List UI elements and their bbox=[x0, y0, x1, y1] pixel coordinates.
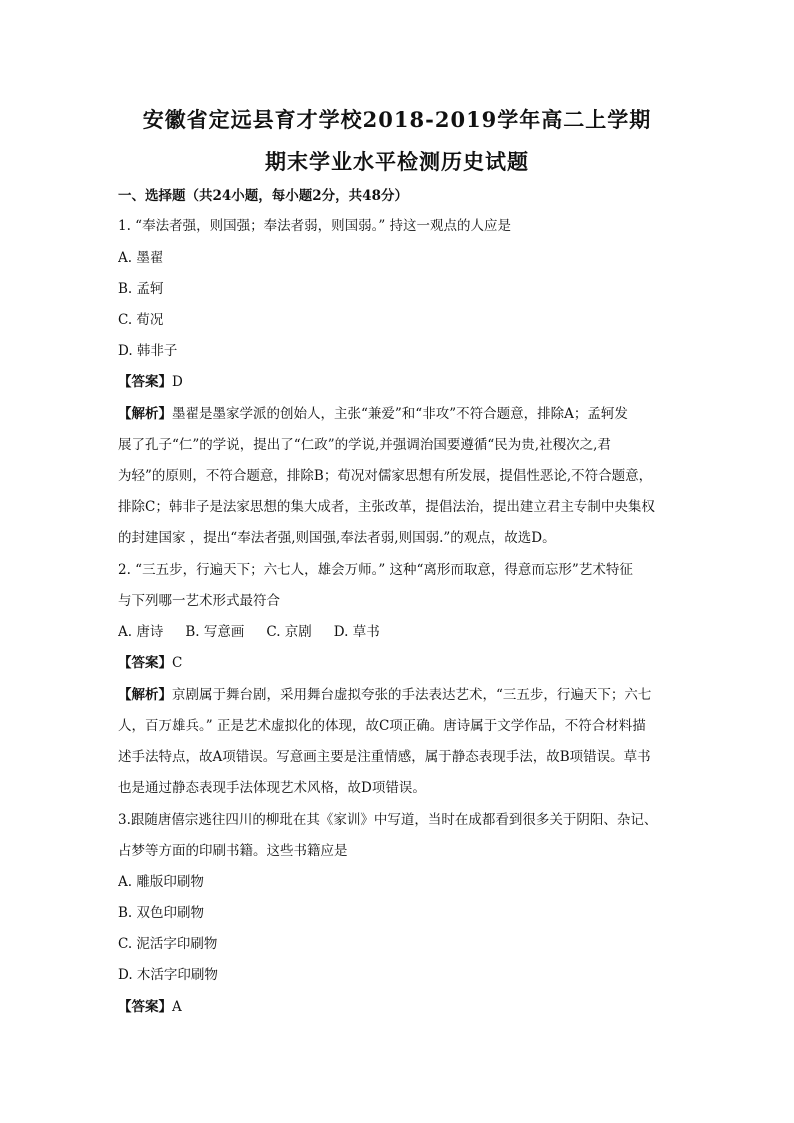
q1-option-d: D. 韩非子 bbox=[118, 343, 178, 359]
q1-analysis-line: 的封建国家 ，提出“奉法者强,则国强,奉法者弱,则国弱.”的观点，故选D。 bbox=[118, 530, 556, 546]
q1-analysis-line bbox=[118, 404, 678, 424]
document-title-line2: 期末学业水平检测历史试题 bbox=[265, 149, 529, 174]
answer-label: 【答案】 bbox=[118, 655, 172, 671]
q1-stem: 1. “奉法者强，则国强；奉法者弱，则国弱。” 持这一观点的人应是 bbox=[118, 218, 512, 234]
q2-options-row bbox=[118, 622, 678, 642]
q3-option-b: B. 双色印刷物 bbox=[118, 905, 205, 921]
q3-option-a: A. 雕版印刷物 bbox=[118, 874, 204, 890]
answer-label: 【答案】 bbox=[118, 999, 172, 1015]
q2-analysis-line: 人，百万雄兵。” 正是艺术虚拟化的体现，故C项正确。唐诗属于文学作品，不符合材料描 bbox=[118, 718, 646, 734]
q1-option-c: C. 荀况 bbox=[118, 312, 164, 328]
q2-stem-line: 2. “三五步，行遍天下；六七人，雄会万师。” 这种“离形而取意，得意而忘形”艺术特征 bbox=[118, 562, 633, 578]
answer-value: A bbox=[172, 999, 182, 1015]
q2-option-c: C. 京剧 bbox=[266, 624, 312, 640]
q2-option-b: B. 写意画 bbox=[185, 624, 245, 640]
q1-option-a: A. 墨翟 bbox=[118, 250, 164, 266]
q1-answer bbox=[118, 372, 678, 392]
answer-value: D bbox=[172, 374, 183, 390]
q2-option-a: A. 唐诗 bbox=[118, 624, 164, 640]
q2-stem-line: 与下列哪一艺术形式最符合 bbox=[118, 593, 280, 609]
analysis-text: 墨翟是墨家学派的创始人，主张“兼爱”和“非攻”不符合题意，排除A；孟轲发 bbox=[172, 406, 628, 422]
q3-stem-line: 3.跟随唐僖宗逃往四川的柳玭在其《家训》中写道，当时在成都看到很多关于阴阳、杂记、 bbox=[118, 812, 658, 828]
analysis-text: 京剧属于舞台剧，采用舞台虚拟夸张的手法表达艺术，“三五步，行遍天下；六七 bbox=[172, 687, 652, 703]
q3-stem-line: 占梦等方面的印刷书籍。这些书籍应是 bbox=[118, 843, 348, 859]
q1-analysis-line: 排除C；韩非子是法家思想的集大成者，主张改革，提倡法治，提出建立君主专制中央集权 bbox=[118, 499, 655, 515]
q2-analysis-line: 也是通过静态表现手法体现艺术风格，故D项错误。 bbox=[118, 780, 426, 796]
section-heading: 一、选择题（共24小题，每小题2分，共48分） bbox=[118, 188, 408, 204]
q2-analysis-line bbox=[118, 685, 678, 705]
answer-value: C bbox=[172, 655, 183, 671]
q2-answer bbox=[118, 653, 678, 673]
q2-option-d: D. 草书 bbox=[333, 624, 380, 640]
q3-option-d: D. 木活字印刷物 bbox=[118, 967, 218, 983]
q1-analysis-line: 展了孔子“仁”的学说，提出了“仁政”的学说,并强调治国要遵循“民为贵,社稷次之,君 bbox=[118, 437, 611, 453]
analysis-label: 【解析】 bbox=[118, 406, 172, 422]
answer-label: 【答案】 bbox=[118, 374, 172, 390]
q1-option-b: B. 孟轲 bbox=[118, 281, 164, 297]
q3-answer bbox=[118, 997, 678, 1017]
analysis-label: 【解析】 bbox=[118, 687, 172, 703]
q3-option-c: C. 泥活字印刷物 bbox=[118, 936, 218, 952]
document-title-line1: 安徽省定远县育才学校2018-2019学年高二上学期 bbox=[142, 107, 652, 132]
q1-analysis-line: 为轻”的原则，不符合题意，排除B；荀况对儒家思想有所发展，提倡性恶论,不符合题意， bbox=[118, 468, 653, 484]
q2-analysis-line: 述手法特点，故A项错误。写意画主要是注重情感，属于静态表现手法，故B项错误。草书 bbox=[118, 749, 651, 765]
